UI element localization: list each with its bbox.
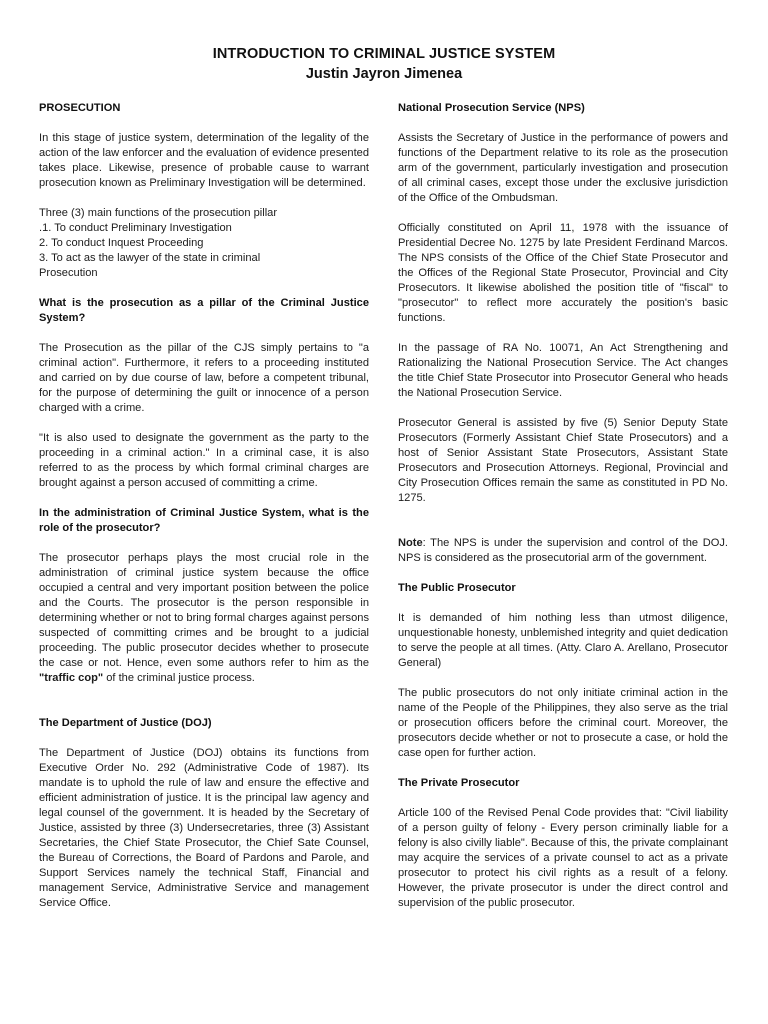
nps-paragraph-4: Prosecutor General is assisted by five (5) Senior Deputy State Prosecutors (Formerly Assistant Chief State Prosecutors) and a host of Senior Assistant State Prosecutors, Assistant State Prosecutors and Prosecution Attorneys. Regional, Provincial and City Prosecution Offices remain the same as constituted in PD No. 1275. — [398, 417, 728, 504]
functions-list-title: Three (3) main functions of the prosecution pillar — [39, 207, 278, 219]
pillar-paragraph-1: The Prosecution as the pillar of the CJS simply pertains to "a criminal action". Furthermore, it refers to a proceeding instituted and carried on by due course of law, before a competent tribunal, for the purpose of determining the guilt or innocence of a person charged with a crime. — [39, 342, 369, 414]
role-paragraph — [39, 551, 369, 686]
note-text: : The NPS is under the supervision and control of the DOJ. NPS is considered as the prosecutorial arm of the government. — [398, 537, 728, 564]
left-column — [39, 101, 369, 926]
note-label: Note — [398, 537, 423, 549]
functions-list-item: 3. To act as the lawyer of the state in criminal — [39, 252, 261, 264]
public-prosecutor-paragraph-2: The public prosecutors do not only initiate criminal action in the name of the People of the Philippines, they also serve as the trial or prosecution officers before the criminal court. Moreover, the prosecutors decide whether or not to prosecute a case, or hold the case open for further action. — [398, 687, 728, 759]
functions-list-item: 2. To conduct Inquest Proceeding — [39, 237, 204, 249]
section-heading-prosecution: PROSECUTION — [39, 102, 121, 114]
prosecution-functions-list — [39, 206, 369, 281]
document-header — [0, 44, 768, 84]
traffic-cop-emphasis: "traffic cop" — [39, 672, 104, 684]
nps-paragraph-1: Assists the Secretary of Justice in the performance of powers and functions of the Department relative to its role as the prosecution arm of the government, particularly investigation and prosecution of all criminal cases, except those under the exclusive jurisdiction of the Office of the Ombudsman. — [398, 132, 728, 204]
section-heading-pillar: What is the prosecution as a pillar of the Criminal Justice System? — [39, 297, 369, 324]
private-prosecutor-paragraph: Article 100 of the Revised Penal Code provides that: "Civil liability of a person guilty of felony - Every person criminally liable for a felony is also civilly liable". Because of this, the private complainant may acquire the services of a private counsel to act as a private prosecutor to protect his civil rights as a result of a felony. However, the private prosecutor is under the direct control and supervision of the public prosecutor. — [398, 807, 728, 909]
role-text-before: The prosecutor perhaps plays the most crucial role in the administration of criminal justice system because the office occupied a central and very important position between the police and the Courts. The prosecutor is the person responsible in determining whether or not to bring formal charges against persons suspected of committing crimes and be brought to a judicial proceeding. The public prosecutor decides whether to prosecute the case or not. Hence, even some authors refer to him as the — [39, 552, 369, 669]
section-heading-public-prosecutor: The Public Prosecutor — [398, 582, 516, 594]
section-spacer — [398, 521, 728, 536]
nps-paragraph-2: Officially constituted on April 11, 1978 with the issuance of Presidential Decree No. 1275 by late President Ferdinand Marcos. The NPS consists of the Office of the Chief State Prosecutor and the Offices of the Regional State Prosecutor, Provincial and City Prosecutors. It likewise abolished the position title of "fiscal" to "prosecutor" to reflect more accurately the position's basic functions. — [398, 222, 728, 324]
public-prosecutor-paragraph-1: It is demanded of him nothing less than utmost diligence, unquestionable honesty, unblemished integrity and quiet dedication to serve the people at all times. (Atty. Claro A. Arellano, Prosecutor General) — [398, 612, 728, 669]
role-text-after: of the criminal justice process. — [103, 672, 255, 684]
functions-list-item: .1. To conduct Preliminary Investigation — [39, 222, 232, 234]
section-heading-nps: National Prosecution Service (NPS) — [398, 102, 585, 114]
right-column — [398, 101, 728, 926]
document-author: Justin Jayron Jimenea — [305, 66, 463, 82]
section-heading-doj: The Department of Justice (DOJ) — [39, 717, 212, 729]
section-heading-role: In the administration of Criminal Justice System, what is the role of the prosecutor? — [39, 507, 369, 534]
doj-paragraph: The Department of Justice (DOJ) obtains its functions from Executive Order No. 292 (Administrative Code of 1987). Its mandate is to uphold the rule of law and ensure the effective and efficient administration of justice. It is the principal law agency and legal counsel of the government. It is headed by the Secretary of Justice, assisted by three (3) Undersecretaries, three (3) Assistant Secretaries, the Chief State Prosecutor, the Chief Sate Counsel, the Bureau of Corrections, the Board of Pardons and Parole, and Support Services namely the technical Staff, Financial and management Service, Administrative Service and management Service Office. — [39, 747, 369, 909]
nps-paragraph-3: In the passage of RA No. 10071, An Act Strengthening and Rationalizing the National Prosecution Service. The Act changes the title Chief State Prosecutor into Prosecutor General who heads the National Prosecution Service. — [398, 342, 728, 399]
section-heading-private-prosecutor: The Private Prosecutor — [398, 777, 520, 789]
functions-list-item: Prosecution — [39, 267, 98, 279]
prosecution-intro-paragraph: In this stage of justice system, determination of the legality of the action of the law enforcer and the evaluation of evidence presented takes place. Likewise, presence of probable cause to warrant prosecution known as Preliminary Investigation will be determined. — [39, 132, 369, 189]
document-title: INTRODUCTION TO CRIMINAL JUSTICE SYSTEM — [212, 46, 556, 62]
section-spacer — [39, 701, 369, 716]
pillar-paragraph-2: "It is also used to designate the government as the party to the proceeding in a criminal action." In a criminal case, it is also referred to as the process by which formal criminal charges are brought against a person accused of committing a crime. — [39, 432, 369, 489]
nps-note — [398, 536, 728, 566]
